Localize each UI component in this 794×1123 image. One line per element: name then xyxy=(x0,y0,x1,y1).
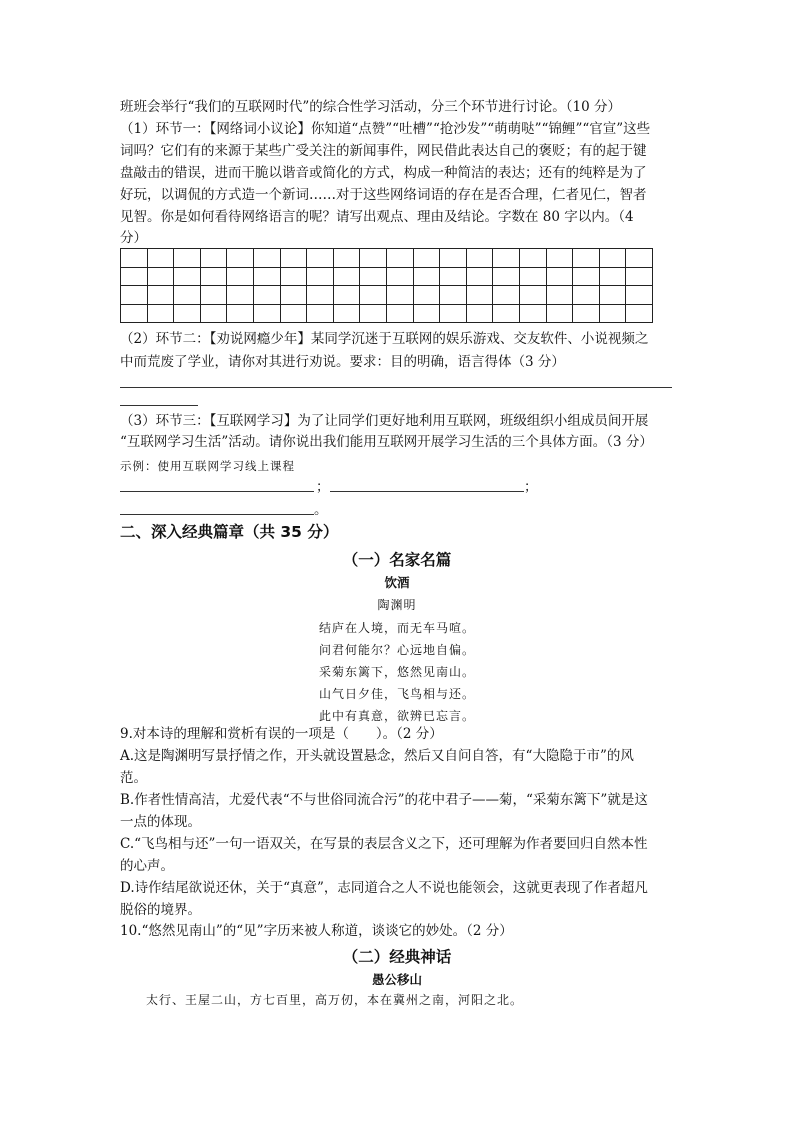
grid-cell[interactable] xyxy=(147,267,174,286)
q3-answer-blank-1[interactable] xyxy=(120,491,314,492)
grid-cell[interactable] xyxy=(253,304,280,323)
grid-cell[interactable] xyxy=(121,267,148,286)
grid-cell[interactable] xyxy=(307,267,334,286)
grid-cell[interactable] xyxy=(280,286,307,305)
intro-text: 班班会举行“我们的互联网时代”的综合性学习活动，分三个环节进行讨论。（10 分） xyxy=(120,99,622,115)
grid-cell[interactable] xyxy=(280,304,307,323)
q9-option-line: B.作者性情高洁，尤爱代表“不与世俗同流合污”的花中君子——菊，“采菊东篱下”就是这 xyxy=(120,792,648,808)
grid-cell[interactable] xyxy=(466,304,493,323)
q2-line: 中而荒废了学业，请你对其进行劝说。要求：目的明确，语言得体（3 分） xyxy=(120,354,565,370)
grid-cell[interactable] xyxy=(333,249,360,268)
part-heading: （一）名家名篇 xyxy=(342,551,452,569)
grid-cell[interactable] xyxy=(307,304,334,323)
grid-cell[interactable] xyxy=(147,286,174,305)
grid-cell[interactable] xyxy=(626,267,653,286)
q9-option-line: 的心声。 xyxy=(120,858,174,874)
q9-option-line: 脱俗的境界。 xyxy=(120,902,201,918)
grid-cell[interactable] xyxy=(546,304,573,323)
q9-option-line: 范。 xyxy=(120,770,147,786)
poem-author: 陶渊明 xyxy=(377,598,417,612)
q3-answer-blank-2[interactable] xyxy=(330,491,524,492)
grid-cell[interactable] xyxy=(307,286,334,305)
grid-cell[interactable] xyxy=(599,267,626,286)
grid-cell[interactable] xyxy=(200,267,227,286)
grid-row xyxy=(121,304,653,323)
grid-cell[interactable] xyxy=(519,286,546,305)
grid-cell[interactable] xyxy=(147,249,174,268)
grid-cell[interactable] xyxy=(174,286,201,305)
grid-cell[interactable] xyxy=(599,286,626,305)
q1-line: （1）环节一：【网络词小议论】你知道“点赞”“吐槽”“抢沙发”“萌萌哒”“锦鲤”“官宣”这些 xyxy=(120,121,651,137)
story-title: 愚公移山 xyxy=(371,972,422,987)
q9-stem: 9.对本诗的理解和赏析有误的一项是（ ）。（2 分） xyxy=(120,726,443,742)
q10-stem: 10.“悠然见南山”的“见”字历来被人称道，谈谈它的妙处。（2 分） xyxy=(120,923,513,939)
grid-cell[interactable] xyxy=(280,249,307,268)
q3-line: （3）环节三：【互联网学习】为了让同学们更好地利用互联网，班级组织小组成员间开展 xyxy=(120,413,649,429)
grid-cell[interactable] xyxy=(440,286,467,305)
q3-end-mark: 。 xyxy=(314,502,328,518)
q9-option-line: 一点的体现。 xyxy=(120,814,201,830)
grid-cell[interactable] xyxy=(227,267,254,286)
grid-cell[interactable] xyxy=(174,249,201,268)
poem-line: 问君何能尔？心远地自偏。 xyxy=(318,643,475,657)
grid-cell[interactable] xyxy=(626,286,653,305)
grid-cell[interactable] xyxy=(440,304,467,323)
grid-cell[interactable] xyxy=(386,304,413,323)
grid-cell[interactable] xyxy=(174,304,201,323)
q1-line: 盘敲击的错误，进而干脆以谐音或简化的方式，构成一种简洁的表达；还有的纯粹是为了 xyxy=(120,165,647,181)
part-heading: （二）经典神话 xyxy=(342,948,452,966)
grid-cell[interactable] xyxy=(227,286,254,305)
grid-cell[interactable] xyxy=(360,304,387,323)
grid-cell[interactable] xyxy=(174,267,201,286)
q3-separator: ； xyxy=(524,479,538,495)
poem-line: 结庐在人境，而无车马喧。 xyxy=(318,621,475,635)
grid-cell[interactable] xyxy=(493,286,520,305)
grid-cell[interactable] xyxy=(413,249,440,268)
grid-cell[interactable] xyxy=(493,304,520,323)
poem-line: 此中有真意，欲辨已忘言。 xyxy=(318,709,475,723)
q9-option-line: C.“飞鸟相与还”一句一语双关，在写景的表层含义之下，还可理解为作者要回归自然本性 xyxy=(120,836,648,852)
grid-cell[interactable] xyxy=(466,249,493,268)
q1-line: 好玩，以调侃的方式造一个新词……对于这些网络词语的存在是否合理，仁者见仁，智者 xyxy=(120,187,647,203)
grid-cell[interactable] xyxy=(573,267,600,286)
grid-cell[interactable] xyxy=(253,267,280,286)
grid-cell[interactable] xyxy=(121,286,148,305)
grid-cell[interactable] xyxy=(466,267,493,286)
grid-cell[interactable] xyxy=(147,304,174,323)
q2-answer-line[interactable] xyxy=(120,387,672,388)
grid-cell[interactable] xyxy=(307,249,334,268)
grid-cell[interactable] xyxy=(573,304,600,323)
grid-cell[interactable] xyxy=(360,249,387,268)
grid-cell[interactable] xyxy=(333,267,360,286)
grid-cell[interactable] xyxy=(253,286,280,305)
grid-cell[interactable] xyxy=(333,286,360,305)
grid-cell[interactable] xyxy=(546,267,573,286)
grid-cell[interactable] xyxy=(360,286,387,305)
grid-cell[interactable] xyxy=(386,286,413,305)
grid-cell[interactable] xyxy=(493,267,520,286)
q1-line: 分） xyxy=(120,230,147,246)
grid-cell[interactable] xyxy=(227,249,254,268)
answer-grid[interactable] xyxy=(120,248,653,323)
section-heading: 二、深入经典篇章（共 35 分） xyxy=(120,523,339,541)
grid-cell[interactable] xyxy=(253,249,280,268)
grid-cell[interactable] xyxy=(573,249,600,268)
grid-cell[interactable] xyxy=(333,304,360,323)
grid-cell[interactable] xyxy=(200,304,227,323)
q3-separator: ； xyxy=(316,479,330,495)
grid-cell[interactable] xyxy=(440,249,467,268)
poem-line: 采菊东篱下，悠然见南山。 xyxy=(318,665,475,679)
poem-line: 山气日夕佳，飞鸟相与还。 xyxy=(318,687,475,701)
grid-cell[interactable] xyxy=(121,249,148,268)
q1-line: 词吗？它们有的来源于某些广受关注的新闻事件，网民借此表达自己的褒贬；有的起于键 xyxy=(120,143,647,159)
story-text: 太行、王屋二山，方七百里，高万仞，本在冀州之南，河阳之北。 xyxy=(146,993,524,1007)
grid-cell[interactable] xyxy=(386,249,413,268)
grid-cell[interactable] xyxy=(227,304,254,323)
grid-cell[interactable] xyxy=(413,267,440,286)
grid-cell[interactable] xyxy=(200,249,227,268)
grid-cell[interactable] xyxy=(280,267,307,286)
grid-cell[interactable] xyxy=(413,304,440,323)
grid-cell[interactable] xyxy=(626,304,653,323)
q3-line: “互联网学习生活”活动。请你说出我们能用互联网开展学习生活的三个具体方面。（3 分） xyxy=(120,434,653,450)
poem-title: 饮酒 xyxy=(384,575,410,590)
grid-cell[interactable] xyxy=(493,249,520,268)
q9-option-line: D.诗作结尾欲说还休，关于“真意”，志同道合之人不说也能领会，这就更表现了作者超凡 xyxy=(120,880,648,896)
grid-cell[interactable] xyxy=(546,249,573,268)
grid-cell[interactable] xyxy=(200,286,227,305)
grid-cell[interactable] xyxy=(519,249,546,268)
grid-cell[interactable] xyxy=(519,267,546,286)
q3-answer-blank-3[interactable] xyxy=(120,514,314,515)
q1-line: 见智。你是如何看待网络语言的呢？请写出观点、理由及结论。字数在 80 字以内。（4 xyxy=(120,209,634,225)
q2-line: （2）环节二：【劝说网瘾少年】某同学沉迷于互联网的娱乐游戏、交友软件、小说视频之 xyxy=(120,331,649,347)
q3-example: 示例：使用互联网学习线上课程 xyxy=(120,459,295,473)
q9-option-line: A.这是陶渊明写景抒情之作，开头就设置悬念，然后又自问自答，有“大隐隐于市”的风 xyxy=(120,748,634,764)
grid-row xyxy=(121,249,653,268)
grid-cell[interactable] xyxy=(599,304,626,323)
q2-answer-line-short[interactable] xyxy=(120,405,198,406)
grid-row xyxy=(121,286,653,305)
grid-cell[interactable] xyxy=(121,304,148,323)
grid-cell[interactable] xyxy=(413,286,440,305)
grid-cell[interactable] xyxy=(626,249,653,268)
grid-cell[interactable] xyxy=(466,286,493,305)
grid-row xyxy=(121,267,653,286)
grid-cell[interactable] xyxy=(519,304,546,323)
grid-cell[interactable] xyxy=(599,249,626,268)
grid-cell[interactable] xyxy=(386,267,413,286)
grid-cell[interactable] xyxy=(440,267,467,286)
grid-cell[interactable] xyxy=(360,267,387,286)
grid-cell[interactable] xyxy=(546,286,573,305)
grid-cell[interactable] xyxy=(573,286,600,305)
